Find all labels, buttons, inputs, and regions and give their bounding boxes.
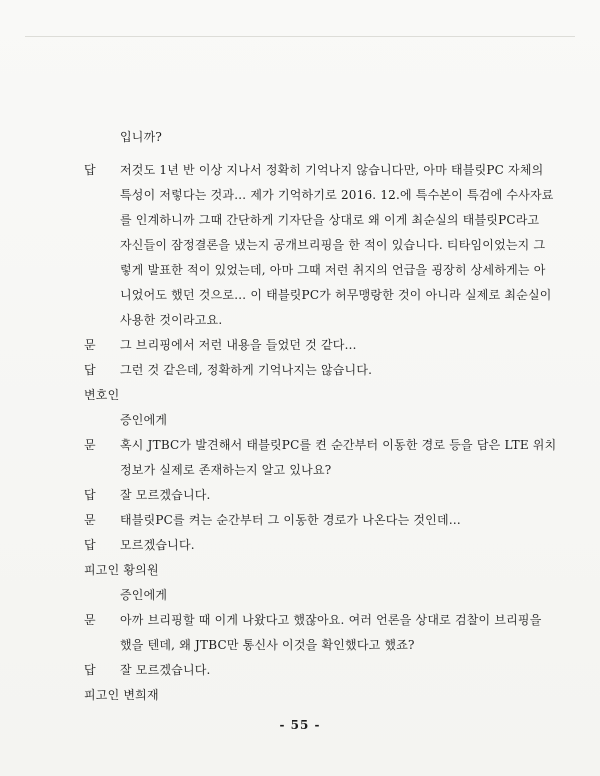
line-text: 태블릿PC를 켜는 순간부터 그 이동한 경로가 나온다는 것인데…	[120, 513, 461, 527]
line-label: 문	[84, 513, 96, 527]
speaker-heading: 변호인	[84, 388, 120, 402]
line-label: 답	[84, 363, 96, 377]
line-text: 입니까?	[120, 130, 163, 144]
line-text: 특성이 저렇다는 것과… 제가 기억하기로 2016. 12.에 특수본이 특검에 수사자료	[120, 188, 554, 202]
speaker-heading: 피고인 변희재	[84, 688, 159, 702]
line-label: 문	[84, 613, 96, 627]
line-text: 렇게 발표한 적이 있었는데, 아마 그때 저런 취지의 언급을 굉장히 상세하게는 아	[120, 263, 546, 277]
page-number: - 55 -	[279, 718, 321, 732]
top-rule	[25, 36, 575, 37]
line-text: 증인에게	[120, 413, 168, 427]
line-text: 그런 것 같은데, 정확하게 기억나지는 않습니다.	[120, 363, 373, 377]
line-text: 증인에게	[120, 588, 168, 602]
line-text: 자신들이 잠정결론을 냈는지 공개브리핑을 한 적이 있습니다. 티타임이었는지 그	[120, 238, 546, 252]
line-text: 저것도 1년 반 이상 지나서 정확히 기억나지 않습니다만, 아마 태블릿PC 자체의	[120, 163, 544, 177]
line-text: 잘 모르겠습니다.	[120, 663, 211, 677]
line-label: 답	[84, 663, 96, 677]
line-label: 답	[84, 538, 96, 552]
line-label: 문	[84, 338, 96, 352]
speaker-heading: 피고인 황의원	[84, 563, 159, 577]
line-text: 사용한 것이라고요.	[120, 313, 223, 327]
line-label: 답	[84, 163, 96, 177]
line-text: 모르겠습니다.	[120, 538, 195, 552]
line-text: 를 인계하니까 그때 간단하게 기자단을 상대로 왜 이게 최순실의 태블릿PC라고	[120, 213, 540, 227]
line-text: 정보가 실제로 존재하는지 알고 있나요?	[120, 463, 332, 477]
line-label: 문	[84, 438, 96, 452]
line-text: 그 브리핑에서 저런 내용을 들었던 것 같다…	[120, 338, 357, 352]
line-text: 잘 모르겠습니다.	[120, 488, 211, 502]
line-text: 했을 텐데, 왜 JTBC만 통신사 이것을 확인했다고 했죠?	[120, 638, 415, 652]
line-text: 아까 브리핑할 때 이게 나왔다고 했잖아요. 여러 언론을 상대로 검찰이 브리핑을	[120, 613, 542, 627]
line-label: 답	[84, 488, 96, 502]
line-text: 혹시 JTBC가 발견해서 태블릿PC를 켠 순간부터 이동한 경로 등을 담은 LTE 위치	[120, 438, 557, 452]
line-text: 니었어도 했던 것으로… 이 태블릿PC가 허무맹랑한 것이 아니라 실제로 최순실이	[120, 288, 552, 302]
